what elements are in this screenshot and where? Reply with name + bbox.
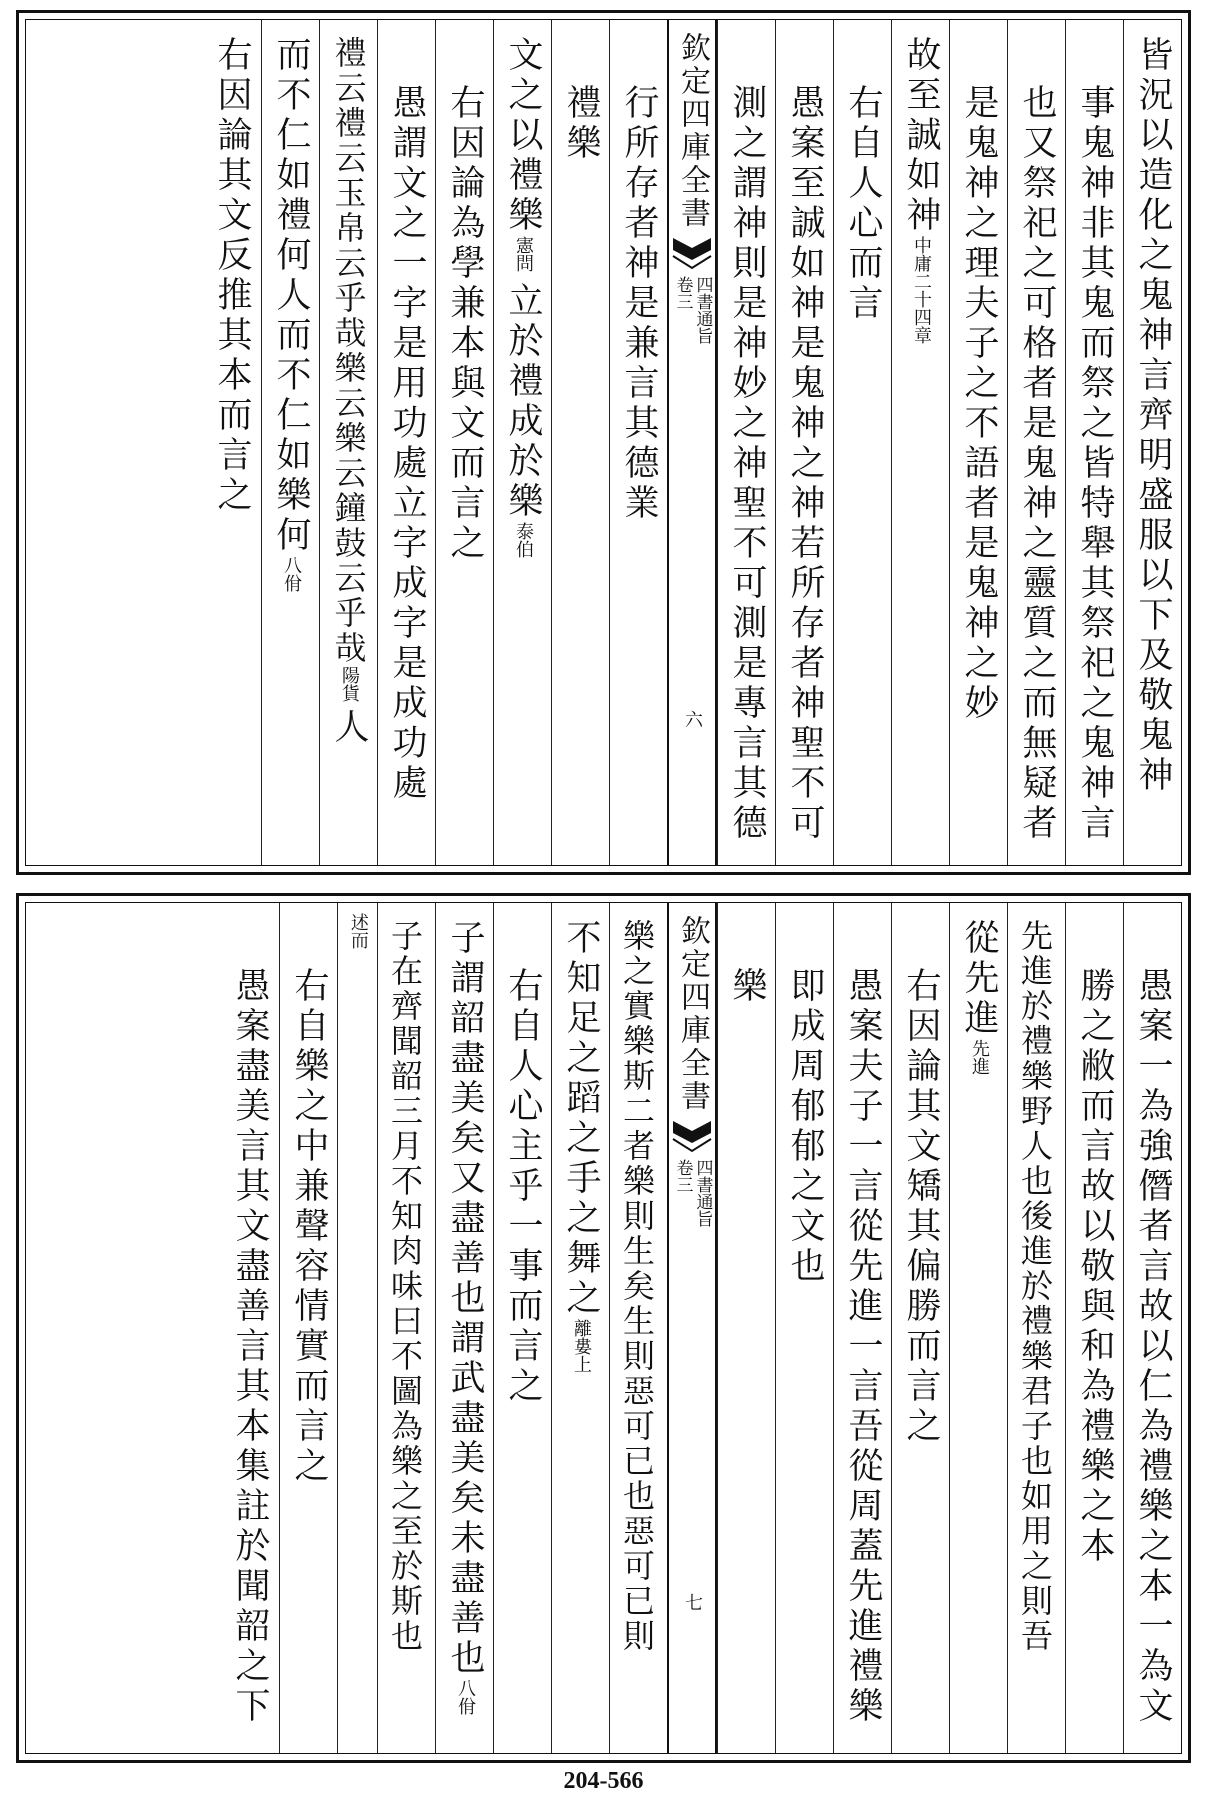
column-text: 愚案一為強僭者言故以仁為禮樂之本一為文 bbox=[1133, 967, 1173, 1727]
column-text: 右因論其文反推其本而言之 bbox=[212, 36, 252, 516]
book-title: 四書通旨 bbox=[692, 1159, 713, 1227]
source-note: 中庸二十四章 bbox=[910, 236, 932, 344]
collection-title: 欽定四庫全書 bbox=[675, 915, 710, 1113]
text-column bbox=[833, 903, 891, 1753]
text-column bbox=[493, 903, 551, 1753]
column-text: 行所存者神是兼言其德業 bbox=[619, 84, 659, 524]
source-note: 先進 bbox=[968, 1039, 990, 1075]
column-text: 也又祭祀之可格者是鬼神之靈質之而無疑者 bbox=[1017, 84, 1057, 844]
volume-label: 卷三 bbox=[672, 1159, 693, 1193]
text-column bbox=[949, 903, 1007, 1753]
column-text: 文之以禮樂 bbox=[503, 36, 543, 236]
column-text: 是鬼神之理夫子之不語者是鬼神之妙 bbox=[959, 84, 999, 724]
text-column bbox=[891, 903, 949, 1753]
bottom-page bbox=[16, 893, 1191, 1763]
text-column bbox=[609, 903, 667, 1753]
text-column bbox=[377, 903, 435, 1753]
column-text: 皆況以造化之鬼神言齊明盛服以下及敬鬼神 bbox=[1133, 36, 1173, 796]
fishtail-mark-icon bbox=[673, 236, 711, 270]
fold-subtitle bbox=[674, 276, 711, 344]
text-column bbox=[891, 20, 949, 865]
column-text: 愚謂文之一字是用功處立字成字是成功處 bbox=[387, 84, 427, 804]
column-text: 測之謂神則是神妙之神聖不可測是專言其德 bbox=[727, 84, 767, 844]
column-text: 故至誠如神 bbox=[901, 36, 941, 236]
column-text: 勝之敝而言故以敬與和為禮樂之本 bbox=[1075, 967, 1115, 1567]
column-text: 右自樂之中兼聲容情實而言之 bbox=[289, 967, 329, 1487]
collection-title: 欽定四庫全書 bbox=[675, 32, 710, 230]
leaf-number: 七 bbox=[682, 1593, 703, 1611]
column-text: 事鬼神非其鬼而祭之皆特舉其祭祀之鬼神言 bbox=[1075, 84, 1115, 844]
text-column bbox=[1065, 903, 1123, 1753]
text-column bbox=[221, 903, 279, 1753]
source-note: 泰伯 bbox=[512, 522, 534, 558]
text-column bbox=[279, 903, 337, 1753]
text-column bbox=[1123, 20, 1181, 865]
text-column bbox=[775, 20, 833, 865]
text-column bbox=[319, 20, 377, 865]
column-text: 人 bbox=[329, 708, 369, 748]
column-text: 右因論其文矯其偏勝而言之 bbox=[901, 967, 941, 1447]
text-column bbox=[717, 20, 775, 865]
column-text: 右自人心而言 bbox=[843, 84, 883, 324]
text-column bbox=[949, 20, 1007, 865]
text-column bbox=[609, 20, 667, 865]
source-note: 憲問 bbox=[512, 236, 534, 272]
column-text: 禮云禮云玉帛云乎哉樂云樂云鐘鼓云乎哉 bbox=[329, 36, 368, 666]
book-title: 四書通旨 bbox=[692, 276, 713, 344]
text-column bbox=[261, 20, 319, 865]
text-column bbox=[717, 903, 775, 1753]
column-text: 子謂韶盡美矣又盡善也謂武盡美矣未盡善也 bbox=[445, 919, 485, 1679]
source-note: 八佾 bbox=[454, 1679, 476, 1715]
text-column bbox=[1065, 20, 1123, 865]
column-text: 禮樂 bbox=[561, 84, 601, 164]
text-column bbox=[377, 20, 435, 865]
text-column bbox=[435, 903, 493, 1753]
fold-subtitle bbox=[674, 1159, 711, 1227]
fold-column bbox=[667, 903, 717, 1753]
fishtail-mark-icon bbox=[673, 1119, 711, 1153]
volume-label: 卷三 bbox=[672, 276, 693, 310]
column-text: 樂之實樂斯二者樂則生矣生則惡可已也惡可已則 bbox=[618, 919, 656, 1654]
text-column bbox=[493, 20, 551, 865]
fold-column bbox=[667, 20, 717, 865]
page-number: 204-566 bbox=[563, 1768, 644, 1794]
text-column bbox=[1007, 20, 1065, 865]
text-column bbox=[203, 20, 261, 865]
source-note: 述而 bbox=[347, 913, 369, 949]
leaf-number: 六 bbox=[682, 710, 703, 728]
column-text: 即成周郁郁之文也 bbox=[785, 967, 825, 1287]
column-text: 而不仁如禮何人而不仁如樂何 bbox=[271, 36, 311, 556]
text-column bbox=[775, 903, 833, 1753]
column-text: 不知足之蹈之手之舞之 bbox=[561, 919, 601, 1319]
top-page bbox=[16, 10, 1191, 875]
source-note: 八佾 bbox=[280, 556, 302, 592]
text-column bbox=[1007, 903, 1065, 1753]
source-note: 離婁上 bbox=[570, 1319, 592, 1373]
column-text: 立於禮成於樂 bbox=[503, 282, 543, 522]
column-text: 右因論為學兼本與文而言之 bbox=[445, 84, 485, 564]
source-note: 陽貨 bbox=[338, 666, 360, 702]
column-text: 愚案至誠如神是鬼神之神若所存者神聖不可 bbox=[785, 84, 825, 844]
text-column bbox=[551, 903, 609, 1753]
text-column bbox=[337, 903, 377, 1753]
column-text: 子在齊聞韶三月不知肉味曰不圖為樂之至於斯也 bbox=[386, 919, 424, 1654]
column-text: 右自人心主乎一事而言之 bbox=[503, 967, 543, 1407]
column-text: 先進於禮樂野人也後進於禮樂君子也如用之則吾 bbox=[1016, 919, 1054, 1654]
column-text: 樂 bbox=[727, 967, 767, 1007]
text-column bbox=[1123, 903, 1181, 1753]
text-column bbox=[833, 20, 891, 865]
column-text: 愚案盡美言其文盡善言其本集註於聞韶之下 bbox=[230, 967, 270, 1727]
text-column bbox=[435, 20, 493, 865]
text-column bbox=[551, 20, 609, 865]
column-text: 從先進 bbox=[959, 919, 999, 1039]
column-text: 愚案夫子一言從先進一言吾從周蓋先進禮樂 bbox=[843, 967, 883, 1727]
